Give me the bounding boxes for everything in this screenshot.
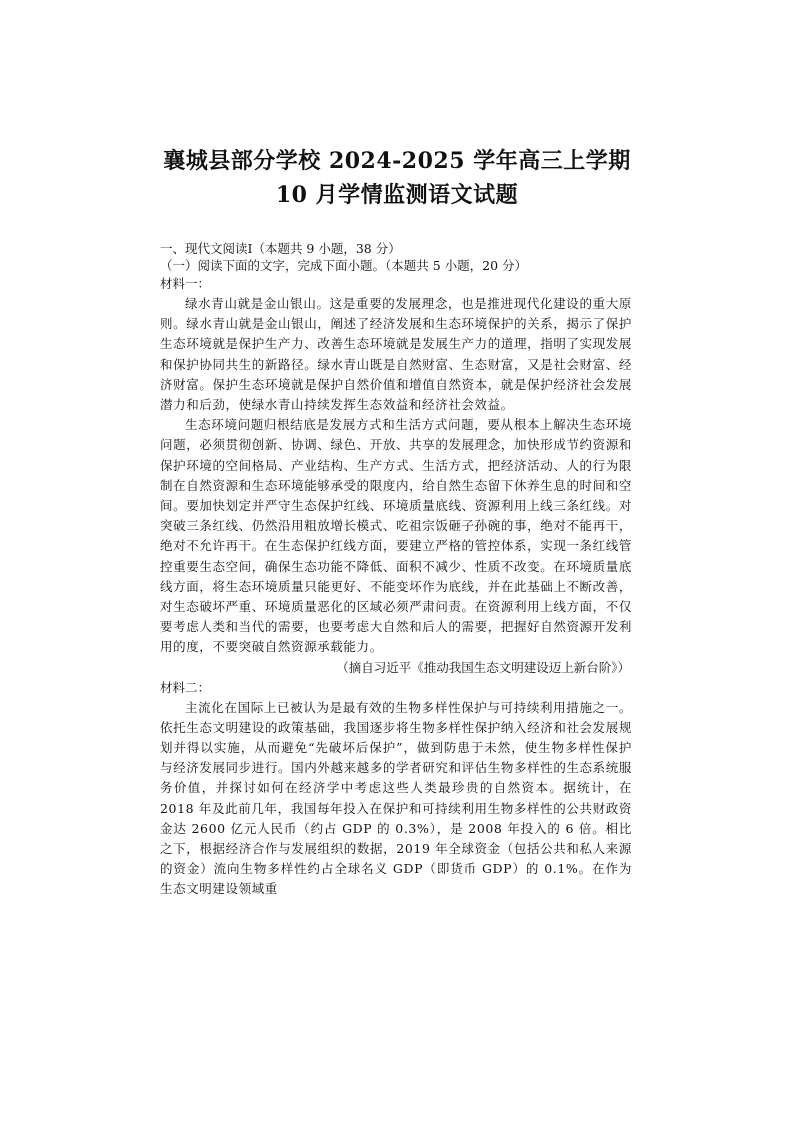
section-sub-heading: （一）阅读下面的文字，完成下面小题。（本题共 5 小题，20 分） — [160, 258, 528, 273]
material-1-paragraph: 生态环境问题归根结底是发展方式和生活方式问题，要从根本上解决生态环境问题，必须贯彻创新、协调、绿色、开放、共享的发展理念，加快形成节约资源和保护环境的空间格局、产业结构、生产方式、生活方式，把经济活动、人的行为限制在自然资源和生态环境能够承受的限度内，给自然生态留下休养生息的时间和空间。要加快划定并严守生态保护红线、环境质量底线、资源利用上线三条红线。对突破三条红线、仍然沿用粗放增长模式、吃祖宗饭砸子孙碗的事，绝对不能再干，绝对不允许再干。在生态保护红线方面，要建立严格的管控体系，实现一条红线管控重要生态空间，确保生态功能不降低、面积不减少、性质不改变。在环境质量底线方面，将生态环境质量只能更好、不能变坏作为底线，并在此基础上不断改善，对生态破坏严重、环境质量恶化的区域必须严肃问责。在资源利用上线方面，不仅要考虑人类和当代的需要，也要考虑大自然和后人的需要，把握好自然资源开发利用的度，不要突破自然资源承载能力。 — [160, 417, 632, 655]
material-1-source: （摘自习近平《推动我国生态文明建设迈上新台阶》） — [336, 659, 630, 675]
material-1-paragraph: 绿水青山就是金山银山。这是重要的发展理念，也是推进现代化建设的重大原则。绿水青山就是金山银山，阐述了经济发展和生态环境保护的关系，揭示了保护生态环境就是保护生产力、改善生态环境就是发展生产力的道理，指明了实现发展和保护协同共生的新路径。绿水青山既是自然财富、生态财富，又是社会财富、经济财富。保护生态环境就是保护自然价值和增值自然资本，就是保护经济社会发展潜力和后劲，使绿水青山持续发挥生态效益和经济社会效益。 — [160, 296, 632, 413]
material-2-paragraph: 主流化在国际上已被认为是最有效的生物多样性保护与可持续利用措施之一。依托生态文明建设的政策基础，我国逐步将生物多样性保护纳入经济和社会发展规划并得以实施，从而避免“先破坏后保护”，做到防患于未然，使生物多样性保护与经济发展同步进行。国内外越来越多的学者研究和评估生物多样性的生态系统服务价值，并探讨如何在经济学中考虑这些人类最珍贵的自然资本。据统计，在 2018 年及此前几年，我国每年投入在保护和可持续利用生物多样性的公共财政资金达 2600 亿元人民币（约占 GDP 的 0.3%），是 2008 年投入的 6 倍。相比之下，根据经济合作与发展组织的数据，2019 年全球资金（包括公共和私人来源的资金）流向生物多样性约占全球名义 GDP（即货币 GDP）的 0.1%。在作为生态文明建设领域重 — [160, 699, 632, 897]
exam-title-line-2: 10 月学情监测语文试题 — [275, 182, 519, 208]
exam-content — [160, 240, 632, 900]
section-heading: 一、现代文阅读Ⅰ（本题共 9 小题，38 分） — [160, 241, 401, 256]
exam-title-line-1: 襄城县部分学校 2024-2025 学年高三上学期 — [163, 148, 631, 174]
material-2-label: 材料二： — [160, 679, 211, 695]
material-1-label: 材料一： — [160, 276, 211, 291]
